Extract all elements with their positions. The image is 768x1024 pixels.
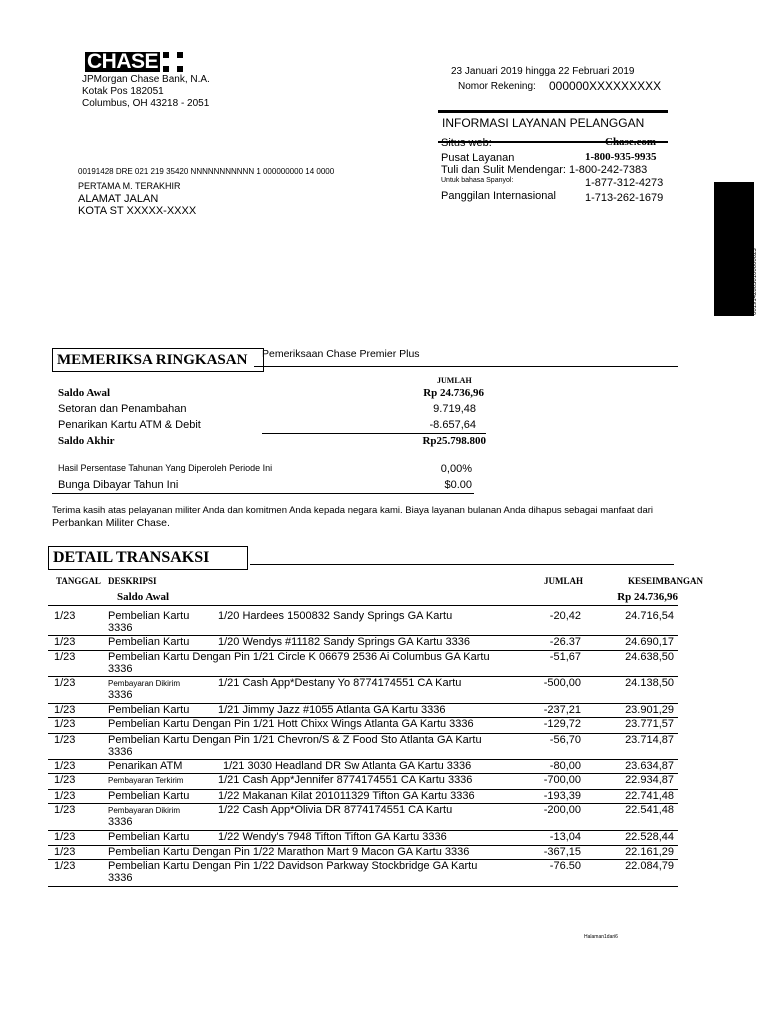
military-notice-line2: Perbankan Militer Chase. xyxy=(52,517,170,529)
summary-apy-value: 0,00% xyxy=(440,463,472,475)
service-spanish-label: Untuk bahasa Spanyol: xyxy=(441,177,514,184)
transaction-type: Pembayaran Dikirim xyxy=(108,806,181,815)
transaction-amount: -700,00 xyxy=(543,774,581,786)
transaction-date: 1/23 xyxy=(54,734,76,746)
summary-interest-value: $0.00 xyxy=(444,479,472,491)
transaction-type: Penarikan ATM xyxy=(108,760,183,772)
transaction-date: 1/23 xyxy=(54,846,76,858)
transaction-description xyxy=(108,718,508,730)
transaction-type: Pembelian Kartu Dengan Pin 1/21 Hott Chixx Wings Atlanta GA Kartu 3336 xyxy=(108,718,474,730)
transaction-date: 1/23 xyxy=(54,831,76,843)
service-title: INFORMASI LAYANAN PELANGGAN xyxy=(442,116,645,130)
summary-account-type: Pemeriksaan Chase Premier Plus xyxy=(262,348,420,360)
transactions-header-rule xyxy=(250,564,674,565)
summary-amount-header: JUMLAH xyxy=(437,376,472,385)
transaction-description xyxy=(108,790,508,802)
transaction-detail-continued: 3336 xyxy=(108,622,133,634)
transaction-balance: 23.714,87 xyxy=(625,734,674,746)
transactions-opening-label: Saldo Awal xyxy=(117,591,170,603)
transaction-description xyxy=(108,677,508,701)
summary-closing-value: Rp25.798.800 xyxy=(422,435,486,447)
transaction-balance: 24.638,50 xyxy=(625,651,674,663)
transaction-amount: -500,00 xyxy=(543,677,581,689)
transaction-date: 1/23 xyxy=(54,636,76,648)
chase-octagon-icon xyxy=(163,52,183,72)
transaction-date: 1/23 xyxy=(54,704,76,716)
page-number: Halaman1dari6 xyxy=(584,934,618,940)
transaction-amount: -200,00 xyxy=(543,804,581,816)
transaction-balance: 22.934,87 xyxy=(625,774,674,786)
transaction-detail: 1/21 Jimmy Jazz #1055 Atlanta GA Kartu 3336 xyxy=(218,704,446,716)
transaction-type: Pembelian Kartu xyxy=(108,610,190,622)
account-number-label: Nomor Rekening: xyxy=(458,81,536,92)
transaction-type: Pembelian Kartu xyxy=(108,636,190,648)
military-notice-line1: Terima kasih atas pelayanan militer Anda dan komitmen Anda kepada negara kami. Biaya layanan bulanan Anda dihapus sebagai manfaat dari xyxy=(52,505,654,516)
col-header-amount: JUMLAH xyxy=(544,576,583,586)
service-center-value: 1-800-935-9935 xyxy=(585,151,657,163)
col-header-desc: DESKRIPSI xyxy=(108,576,157,586)
transaction-description xyxy=(108,760,508,772)
transaction-balance: 24.138,50 xyxy=(625,677,674,689)
transaction-amount: -20,42 xyxy=(549,610,581,622)
bank-city: Columbus, OH 43218 - 2051 xyxy=(82,98,210,109)
transaction-type: Pembelian Kartu xyxy=(108,790,190,802)
summary-opening-label: Saldo Awal xyxy=(58,387,111,399)
service-website-value[interactable]: Chase.com xyxy=(605,136,657,148)
transaction-detail: 1/22 Wendy's 7948 Tifton Tifton GA Kartu 3336 xyxy=(218,831,447,843)
transaction-type: Pembelian Kartu Dengan Pin 1/21 Circle K 06679 2536 Ai Columbus GA Kartu xyxy=(108,651,490,663)
transaction-description xyxy=(108,734,508,758)
transaction-amount: -51,67 xyxy=(549,651,581,663)
transaction-detail: 1/22 Cash App*Olivia DR 8774174551 CA Kartu xyxy=(218,804,453,816)
transaction-amount: -193,39 xyxy=(543,790,581,802)
summary-deposits-value: 9.719,48 xyxy=(433,403,476,415)
transaction-amount: -76.50 xyxy=(549,860,581,872)
service-deaf-label: Tuli dan Sulit Mendengar: 1-800-242-7383 xyxy=(441,164,648,176)
transaction-description xyxy=(108,651,508,675)
transaction-detail: 1/21 3030 Headland DR Sw Atlanta GA Kartu 3336 xyxy=(223,760,472,772)
transaction-description xyxy=(108,610,508,634)
row-divider xyxy=(48,886,678,887)
transaction-type: Pembayaran Terkirim xyxy=(108,776,184,785)
bank-name: JPMorgan Chase Bank, N.A. xyxy=(82,74,210,85)
chase-logo-text: CHASE xyxy=(87,50,159,73)
summary-opening-value: Rp 24.736,96 xyxy=(423,387,484,399)
transaction-balance: 22.161,29 xyxy=(625,846,674,858)
transaction-balance: 23.771,57 xyxy=(625,718,674,730)
bank-po-box: Kotak Pos 182051 xyxy=(82,86,164,97)
transaction-date: 1/23 xyxy=(54,677,76,689)
bank-address xyxy=(82,74,210,110)
summary-title: MEMERIKSA RINGKASAN xyxy=(52,348,264,372)
transaction-amount: -129,72 xyxy=(543,718,581,730)
transaction-detail: 1/21 Cash App*Destany Yo 8774174551 CA Kartu xyxy=(218,677,462,689)
summary-apy-label: Hasil Persentase Tahunan Yang Diperoleh Periode Ini xyxy=(58,463,273,473)
transaction-amount: -367,15 xyxy=(543,846,581,858)
summary-deposits-label: Setoran dan Penambahan xyxy=(58,403,187,415)
transaction-type: Pembelian Kartu Dengan Pin 1/22 Marathon Mart 9 Macon GA Kartu 3336 xyxy=(108,846,470,858)
transaction-description xyxy=(108,636,508,648)
transaction-date: 1/23 xyxy=(54,651,76,663)
mailing-code: 00191428 DRE 021 219 35420 NNNNNNNNNNN 1 000000000 14 0000 xyxy=(78,167,335,176)
summary-withdrawals-label: Penarikan Kartu ATM & Debit xyxy=(58,419,201,431)
chase-logo xyxy=(85,52,193,72)
transaction-date: 1/23 xyxy=(54,610,76,622)
transaction-type: Pembayaran Dikirim xyxy=(108,679,181,688)
transaction-amount: -80,00 xyxy=(549,760,581,772)
transaction-date: 1/23 xyxy=(54,774,76,786)
transaction-amount: -26.37 xyxy=(549,636,581,648)
transaction-date: 1/23 xyxy=(54,760,76,772)
transactions-opening-balance: Rp 24.736,96 xyxy=(617,591,678,603)
transactions-title: DETAIL TRANSAKSI xyxy=(48,546,248,570)
transaction-description xyxy=(108,774,508,786)
transaction-date: 1/23 xyxy=(54,804,76,816)
transaction-amount: -13,04 xyxy=(549,831,581,843)
side-black-tab xyxy=(714,182,754,316)
transaction-date: 1/23 xyxy=(54,718,76,730)
summary-closing-label: Saldo Akhir xyxy=(58,435,115,447)
transaction-detail: 1/20 Wendys #11182 Sandy Springs GA Kartu 3336 xyxy=(218,636,470,648)
summary-header-rule xyxy=(254,366,678,367)
summary-bottom-rule xyxy=(52,493,474,494)
transaction-amount: -56,70 xyxy=(549,734,581,746)
summary-withdrawals-value: -8.657,64 xyxy=(429,419,476,431)
transaction-detail-continued: 3336 xyxy=(108,663,133,675)
account-number: 000000XXXXXXXXX xyxy=(549,79,662,93)
transaction-amount: -237,21 xyxy=(543,704,581,716)
transaction-balance: 22.084,79 xyxy=(625,860,674,872)
transaction-detail-continued: 3336 xyxy=(108,689,133,701)
transaction-date: 1/23 xyxy=(54,790,76,802)
transaction-description xyxy=(108,860,508,884)
transaction-description xyxy=(108,804,508,828)
transaction-balance: 23.901,29 xyxy=(625,704,674,716)
transaction-detail: 1/20 Hardees 1500832 Sandy Springs GA Kartu xyxy=(218,610,453,622)
transaction-balance: 23.634,87 xyxy=(625,760,674,772)
summary-total-rule xyxy=(262,433,486,434)
transaction-detail: 1/22 Makanan Kilat 201011329 Tifton GA Kartu 3336 xyxy=(218,790,475,802)
transaction-detail: 1/21 Cash App*Jennifer 8774174551 CA Kartu 3336 xyxy=(218,774,473,786)
statement-period: 23 Januari 2019 hingga 22 Februari 2019 xyxy=(451,66,635,77)
transaction-type: Pembelian Kartu Dengan Pin 1/21 Chevron/S & Z Food Sto Atlanta GA Kartu xyxy=(108,734,482,746)
transaction-detail-continued: 3336 xyxy=(108,746,133,758)
transaction-balance: 24.716,54 xyxy=(625,610,674,622)
service-spanish-value: 1-877-312-4273 xyxy=(585,177,664,189)
transaction-detail-continued: 3336 xyxy=(108,816,133,828)
transaction-balance: 24.690,17 xyxy=(625,636,674,648)
service-intl-label: Panggilan Internasional xyxy=(441,190,556,202)
service-intl-value: 1-713-262-1679 xyxy=(585,192,664,204)
recipient-city: KOTA ST XXXXX-XXXX xyxy=(78,205,197,217)
transaction-type: Pembelian Kartu Dengan Pin 1/22 Davidson Parkway Stockbridge GA Kartu xyxy=(108,860,478,872)
recipient-street: ALAMAT JALAN xyxy=(78,193,159,205)
transaction-type: Pembelian Kartu xyxy=(108,831,190,843)
transaction-balance: 22.528,44 xyxy=(625,831,674,843)
summary-interest-label: Bunga Dibayar Tahun Ini xyxy=(58,479,179,491)
side-barcode-number: 00191428030100000023 xyxy=(752,248,758,315)
transaction-description xyxy=(108,704,508,716)
recipient-name: PERTAMA M. TERAKHIR xyxy=(78,181,181,191)
transaction-detail-continued: 3336 xyxy=(108,872,133,884)
col-header-balance: KESEIMBANGAN xyxy=(628,576,704,586)
transactions-top-rule xyxy=(48,605,678,606)
col-header-date: TANGGAL xyxy=(56,576,101,586)
service-center-label: Pusat Layanan xyxy=(441,152,515,164)
transaction-description xyxy=(108,846,508,858)
transaction-type: Pembelian Kartu xyxy=(108,704,190,716)
transaction-balance: 22.541,48 xyxy=(625,804,674,816)
service-website-label: Situs web: xyxy=(441,137,492,149)
transaction-description xyxy=(108,831,508,843)
transaction-date: 1/23 xyxy=(54,860,76,872)
transaction-balance: 22.741,48 xyxy=(625,790,674,802)
